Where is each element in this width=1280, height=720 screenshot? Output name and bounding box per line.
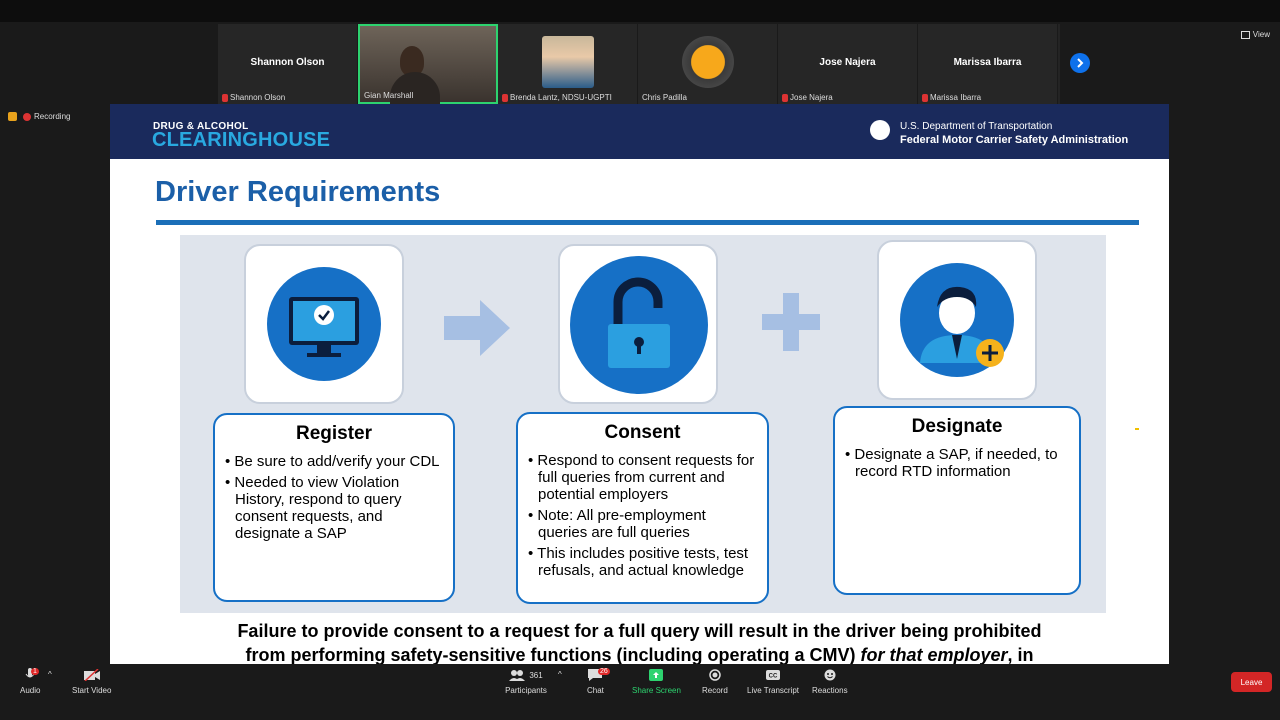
participant-photo (542, 36, 594, 88)
designate-icon-box (877, 240, 1037, 400)
closed-caption-icon (766, 670, 780, 680)
share-screen-button[interactable]: Share Screen (632, 668, 681, 695)
muted-mic-icon (922, 94, 928, 102)
register-card: Register • Be sure to add/verify your CDL • Needed to view Violation History, respond to query consent requests, and designate a SAP (213, 413, 455, 602)
consent-card: Consent • Respond to consent requests for full queries from current and potential employers • Note: All pre-employment queries are full queries • This includes positive tests, test refusals, and actual knowledge (516, 412, 769, 604)
gallery-next-button[interactable] (1062, 24, 1098, 104)
muted-mic-icon (782, 94, 788, 102)
participant-tile[interactable]: Brenda Lantz, NDSU-UGPTI (498, 24, 638, 104)
reactions-button[interactable]: Reactions (812, 668, 848, 695)
participant-tile[interactable]: Marissa Ibarra Marissa Ibarra (918, 24, 1058, 104)
start-video-button[interactable]: Start Video (72, 668, 111, 695)
slide-footer-text: Failure to provide consent to a request for a full query will result in the driver being prohibited from performing safety-sensitive functions (including operating a CMV) for that employer, in (237, 621, 1042, 664)
chat-unread-badge: 26 (600, 668, 608, 675)
participant-tile[interactable]: Chris Padilla (638, 24, 778, 104)
audio-badge: 1 (33, 668, 37, 675)
shared-slide (110, 104, 1169, 664)
unlocked-padlock-icon (570, 256, 708, 394)
video-off-icon (84, 669, 100, 681)
participant-badge-image (682, 36, 734, 88)
record-icon (709, 669, 721, 681)
participants-button[interactable]: 361 Participants (505, 670, 547, 695)
title-divider (156, 220, 1139, 225)
audio-button[interactable]: 1 Audio (20, 668, 41, 695)
pointer-mark (1135, 428, 1139, 430)
designate-card: Designate • Designate a SAP, if needed, to record RTD information (833, 406, 1081, 595)
person-add-icon (900, 263, 1014, 377)
plus-icon (762, 293, 820, 351)
recording-indicator: Recording (8, 112, 70, 121)
leave-button[interactable]: Leave (1231, 672, 1272, 692)
steps-panel (180, 235, 1106, 613)
recording-dot-icon (23, 113, 31, 121)
arrow-right-icon (444, 300, 510, 356)
audio-options-caret[interactable]: ^ (48, 670, 52, 679)
computer-check-icon (267, 267, 381, 381)
slide-title: Driver Requirements (155, 176, 441, 208)
participants-icon (509, 669, 525, 681)
slide-header: DRUG & ALCOHOL CLEARINGHOUSE U.S. Department of Transportation Federal Motor Carrier Safety Administration (110, 104, 1169, 159)
participant-tile[interactable]: Jose Najera Jose Najera (778, 24, 918, 104)
participant-tile[interactable]: Shannon Olson Shannon Olson (218, 24, 358, 104)
participant-gallery (218, 24, 1060, 104)
register-icon-box (244, 244, 404, 404)
dot-emblem-icon (870, 120, 890, 140)
participants-options-caret[interactable]: ^ (558, 670, 562, 679)
view-button[interactable]: View (1241, 30, 1270, 39)
smiley-icon (824, 669, 836, 681)
muted-mic-icon (502, 94, 508, 102)
chat-button[interactable]: 26 Chat (587, 668, 608, 695)
meeting-toolbar (0, 664, 1280, 720)
shield-icon (8, 112, 17, 121)
svg-text:CC: CC (768, 673, 778, 680)
chevron-right-icon (1075, 58, 1085, 68)
live-transcript-button[interactable]: CC Live Transcript (747, 668, 799, 695)
window-top-bar (0, 0, 1280, 22)
record-button[interactable]: Record (702, 668, 728, 695)
participant-tile-active-speaker[interactable]: Gian Marshall (358, 24, 498, 104)
grid-icon (1241, 31, 1250, 39)
share-screen-icon (649, 669, 663, 681)
muted-mic-icon (222, 94, 228, 102)
consent-icon-box (558, 244, 718, 404)
